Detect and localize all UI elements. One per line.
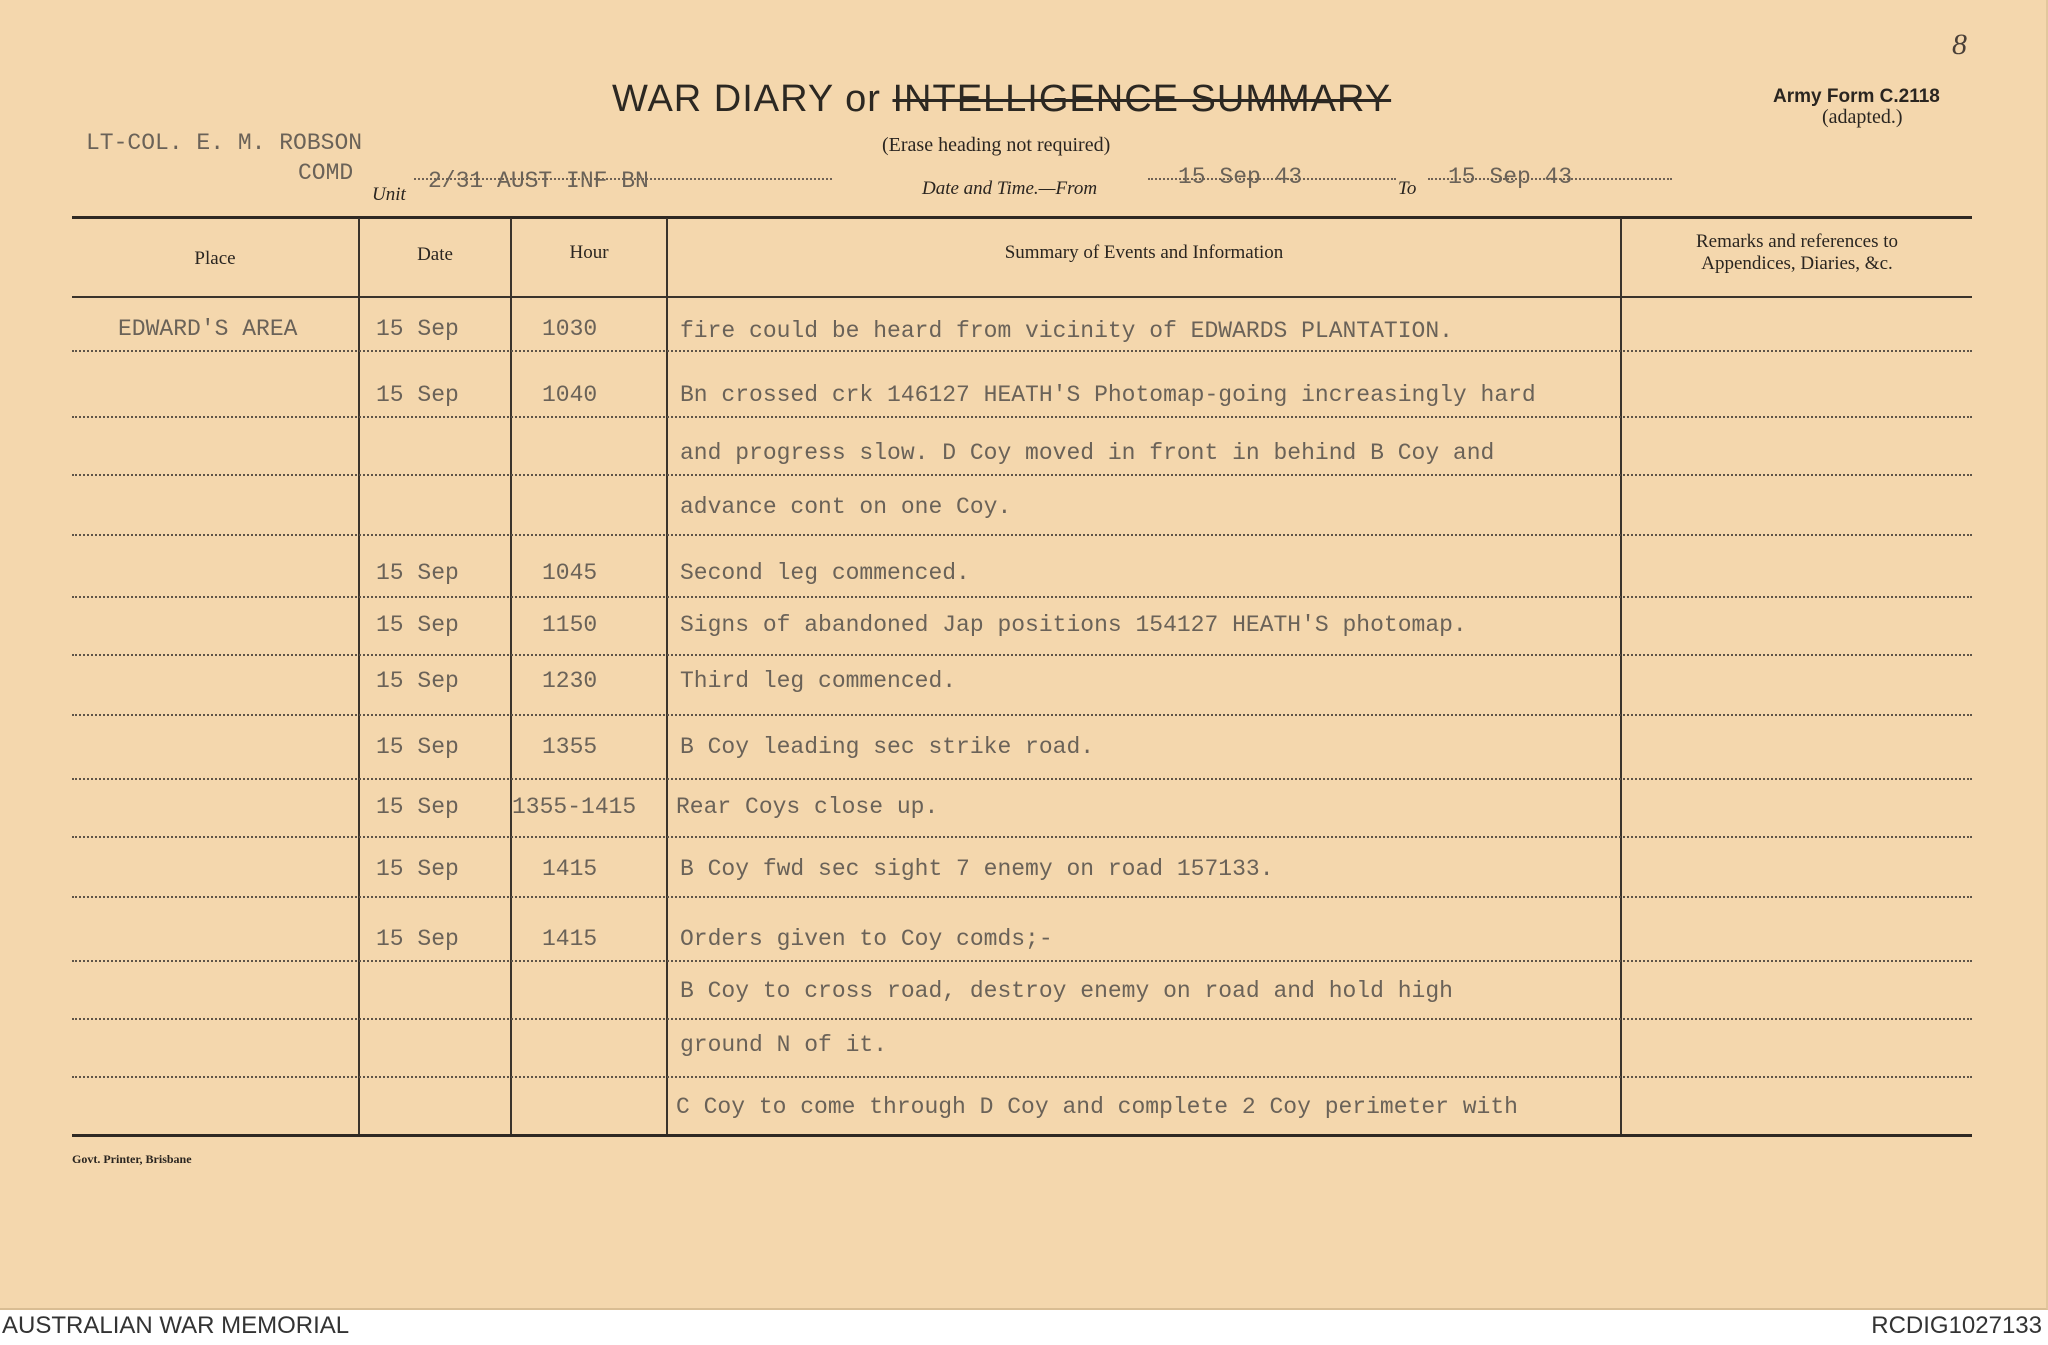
unit-label: Unit xyxy=(372,184,406,205)
row-place: EDWARD'S AREA xyxy=(118,316,298,342)
commander-role: COMD xyxy=(298,160,354,186)
row-summary: Rear Coys close up. xyxy=(676,794,939,820)
row-summary: Bn crossed crk 146127 HEATH'S Photomap-going increasingly hard xyxy=(680,382,1536,408)
row-rule xyxy=(72,474,1972,476)
row-rule xyxy=(72,654,1972,656)
row-rule xyxy=(72,596,1972,598)
column-header-summary: Summary of Events and Information xyxy=(1004,242,1284,263)
page-title xyxy=(612,78,1391,121)
erase-note: (Erase heading not required) xyxy=(882,134,1111,156)
row-summary: B Coy to cross road, destroy enemy on road and hold high xyxy=(680,978,1453,1004)
row-summary: Signs of abandoned Jap positions 154127 HEATH'S photomap. xyxy=(680,612,1467,638)
table-top-border xyxy=(72,216,1972,219)
printer-imprint: Govt. Printer, Brisbane xyxy=(72,1152,192,1166)
footer-record-id: RCDIG1027133 xyxy=(1871,1312,2042,1339)
row-hour: 1355 xyxy=(542,734,598,760)
title-struck: INTELLIGENCE SUMMARY xyxy=(892,78,1392,120)
footer-archive-name: AUSTRALIAN WAR MEMORIAL xyxy=(2,1312,350,1339)
row-date: 15 Sep xyxy=(376,316,459,342)
column-header-remarks-line1: Remarks and references to xyxy=(1695,231,1899,252)
row-summary: ground N of it. xyxy=(680,1032,888,1058)
column-header-remarks-line2: Appendices, Diaries, &c. xyxy=(1701,253,1893,274)
column-header-place: Place xyxy=(194,248,236,269)
date-time-label: Date and Time.—From xyxy=(922,178,1098,199)
row-summary: Third leg commenced. xyxy=(680,668,957,694)
row-rule xyxy=(72,1076,1972,1078)
row-date: 15 Sep xyxy=(376,926,459,952)
row-rule xyxy=(72,960,1972,962)
row-hour: 1230 xyxy=(542,668,598,694)
row-summary: Orders given to Coy comds;- xyxy=(680,926,1053,952)
row-date: 15 Sep xyxy=(376,612,459,638)
column-header-hour: Hour xyxy=(569,242,609,263)
row-summary: advance cont on one Coy. xyxy=(680,494,1012,520)
header-row-border xyxy=(72,296,1972,298)
row-hour: 1415 xyxy=(542,926,598,952)
row-hour: 1415 xyxy=(542,856,598,882)
commander-name: LT-COL. E. M. ROBSON xyxy=(86,130,363,156)
column-divider xyxy=(358,218,360,1134)
unit-value: 2/31 AUST INF BN xyxy=(428,168,649,194)
row-hour: 1030 xyxy=(542,316,598,342)
adapted-label: (adapted.) xyxy=(1822,106,1903,128)
row-summary: B Coy leading sec strike road. xyxy=(680,734,1095,760)
row-hour: 1045 xyxy=(542,560,598,586)
row-summary: C Coy to come through D Coy and complete 2 Coy perimeter with xyxy=(676,1094,1518,1120)
row-date: 15 Sep xyxy=(376,560,459,586)
to-label: To xyxy=(1398,178,1417,199)
row-rule xyxy=(72,896,1972,898)
title-main: WAR DIARY xyxy=(612,78,834,120)
row-date: 15 Sep xyxy=(376,856,459,882)
table-bottom-border xyxy=(72,1134,1972,1137)
column-divider xyxy=(510,218,512,1134)
row-hour: 1150 xyxy=(542,612,598,638)
from-value: 15 Sep 43 xyxy=(1178,164,1303,190)
row-summary: Second leg commenced. xyxy=(680,560,970,586)
row-summary: and progress slow. D Coy moved in front in behind B Coy and xyxy=(680,440,1495,466)
page-number: 8 xyxy=(1952,28,1967,61)
row-rule xyxy=(72,714,1972,716)
column-divider xyxy=(666,218,668,1134)
title-or: or xyxy=(845,78,881,120)
column-divider xyxy=(1620,218,1622,1134)
row-date: 15 Sep xyxy=(376,734,459,760)
row-rule xyxy=(72,534,1972,536)
column-header-date: Date xyxy=(417,244,453,265)
row-rule xyxy=(72,350,1972,352)
row-rule xyxy=(72,416,1972,418)
row-hour: 1355-1415 xyxy=(512,794,637,820)
row-date: 15 Sep xyxy=(376,382,459,408)
row-rule xyxy=(72,1018,1972,1020)
row-summary: B Coy fwd sec sight 7 enemy on road 157133. xyxy=(680,856,1274,882)
row-date: 15 Sep xyxy=(376,794,459,820)
to-value: 15 Sep 43 xyxy=(1448,164,1573,190)
row-date: 15 Sep xyxy=(376,668,459,694)
row-summary: fire could be heard from vicinity of EDWARDS PLANTATION. xyxy=(680,318,1453,344)
row-rule xyxy=(72,836,1972,838)
army-form-label: Army Form C.2118 xyxy=(1773,86,1940,107)
row-hour: 1040 xyxy=(542,382,598,408)
row-rule xyxy=(72,778,1972,780)
